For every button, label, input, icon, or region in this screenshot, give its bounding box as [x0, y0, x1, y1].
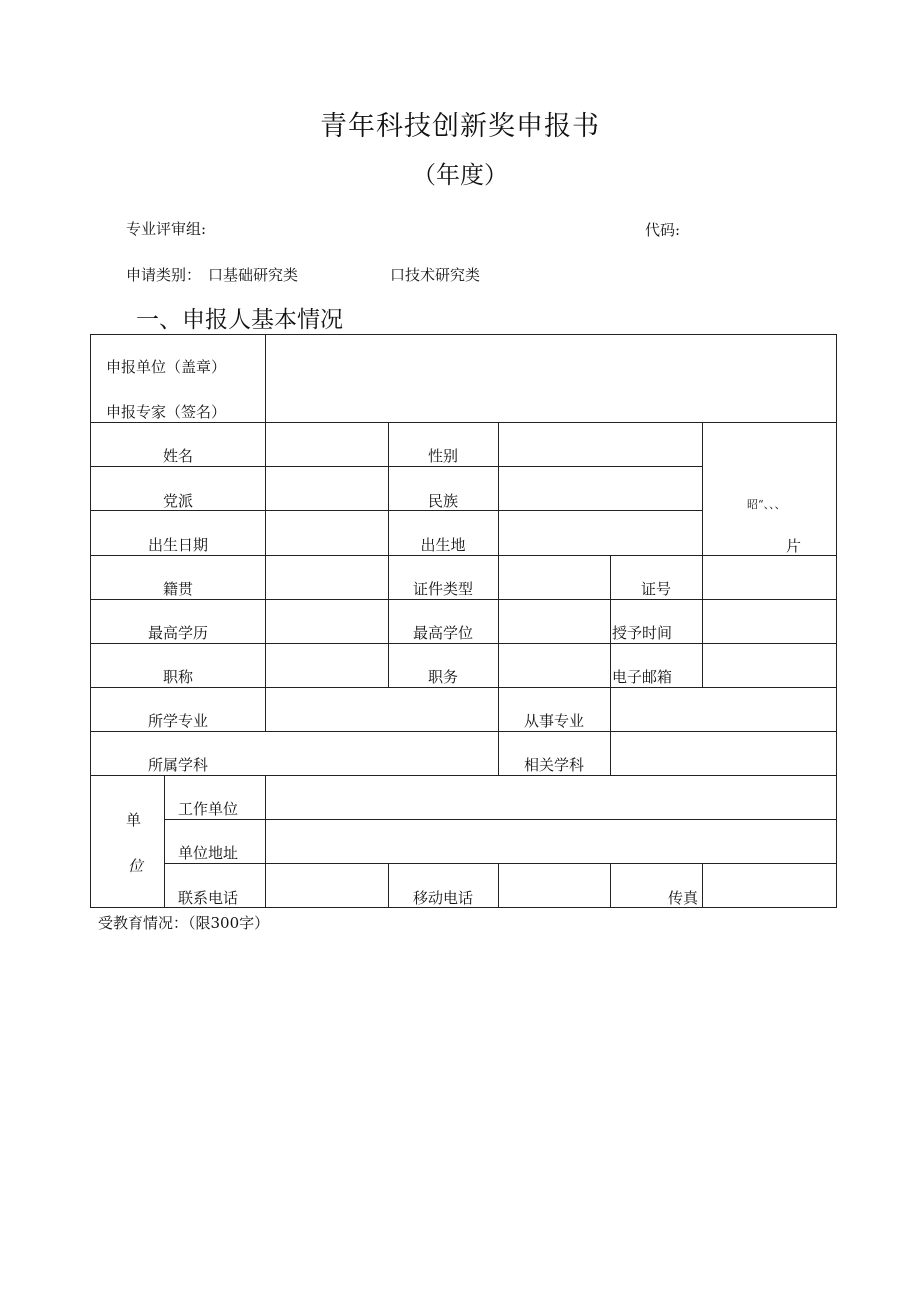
engaged-major-label: 从事专业 — [523, 712, 584, 730]
party-label: 党派 — [162, 492, 193, 510]
category-option-basic[interactable]: 口基础研究类 — [208, 266, 299, 284]
applicant-expert-label: 申报专家（签名） — [106, 403, 227, 421]
position-label: 职务 — [427, 668, 458, 686]
category-label: 申请类别： — [126, 266, 202, 284]
discipline-label: 所属学科 — [147, 756, 208, 774]
related-discipline-label: 相关学科 — [523, 756, 584, 774]
birth-date-label: 出生日期 — [147, 536, 208, 554]
document-title: 青年科技创新奖申报书 — [320, 111, 600, 142]
section-title: 一、申报人基本情况 — [136, 307, 343, 333]
document-subtitle: （年度） — [412, 161, 508, 189]
degree-date-label: 授予时间 — [612, 624, 673, 642]
photo-label-bottom: 片 — [786, 537, 802, 555]
name-label: 姓名 — [162, 447, 193, 465]
email-label: 电子邮箱 — [612, 668, 673, 686]
major-label: 所学专业 — [147, 712, 208, 730]
contact-phone-label: 联系电话 — [178, 889, 239, 907]
mobile-phone-label: 移动电话 — [412, 889, 473, 907]
education-label: 受教育情况：（限300字） — [98, 914, 270, 932]
code-label: 代码: — [645, 221, 681, 239]
unit-group-label-char2: 位 — [128, 857, 144, 875]
work-unit-label: 工作单位 — [178, 800, 239, 818]
unit-group-label-char1: 单 — [126, 811, 142, 829]
highest-education-label: 最高学历 — [147, 624, 208, 642]
id-number-label: 证号 — [640, 580, 671, 598]
fax-label: 传真 — [668, 889, 699, 907]
photo-label-top: 昭“、、、 — [747, 498, 786, 511]
review-group-label: 专业评审组: — [126, 220, 207, 238]
applicant-unit-label: 申报单位（盖章） — [106, 358, 227, 376]
birthplace-label: 出生地 — [420, 536, 466, 554]
gender-label: 性别 — [427, 447, 458, 465]
unit-address-label: 单位地址 — [178, 844, 239, 862]
category-option-technical[interactable]: 口技术研究类 — [390, 266, 481, 284]
native-place-label: 籍贯 — [162, 580, 193, 598]
highest-degree-label: 最高学位 — [412, 624, 473, 642]
id-type-label: 证件类型 — [412, 580, 473, 598]
ethnicity-label: 民族 — [427, 492, 458, 510]
title-label: 职称 — [162, 668, 193, 686]
